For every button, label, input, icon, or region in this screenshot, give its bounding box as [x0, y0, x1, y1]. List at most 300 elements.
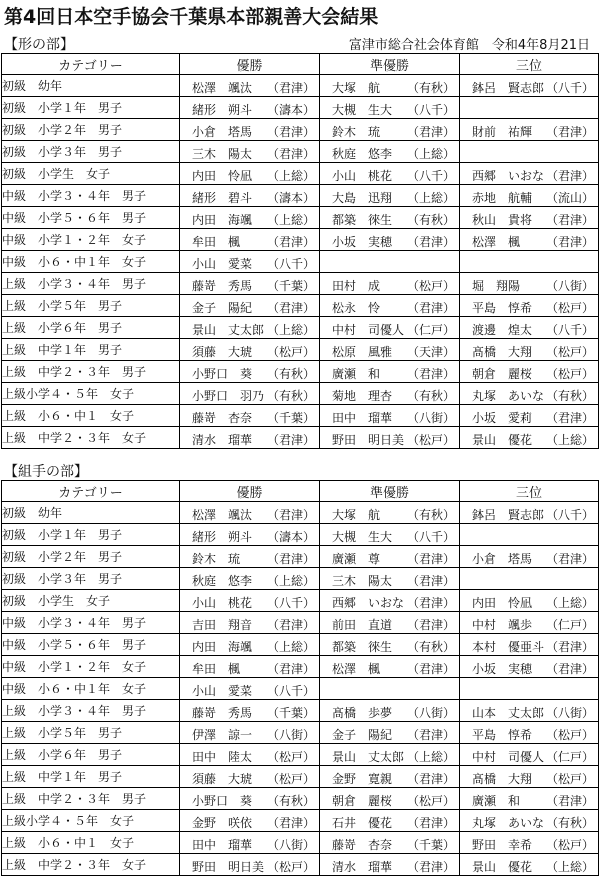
gold-name: 景山 丈太郎	[192, 323, 265, 337]
category-cell: 上級 小学６年 男子	[2, 744, 180, 766]
bronze-club: （仁戸）	[545, 750, 594, 764]
category-cell: 初級 小学２年 男子	[2, 119, 180, 141]
bronze-name: 廣瀬 和	[472, 794, 521, 808]
gold-cell	[180, 119, 320, 141]
gold-cell	[180, 229, 320, 251]
gold-name: 松澤 颯汰	[192, 508, 253, 522]
bronze-club: （君津）	[545, 552, 594, 566]
silver-cell	[320, 656, 460, 678]
bronze-club: （上総）	[545, 596, 594, 610]
silver-cell	[320, 273, 460, 295]
gold-cell	[180, 656, 320, 678]
category-cell: 上級 小学５年 男子	[2, 722, 180, 744]
gold-cell	[180, 339, 320, 361]
table-row	[2, 295, 599, 317]
gold-club: （君津）	[266, 81, 315, 95]
category-cell: 中級 小学５・６年 男子	[2, 634, 180, 656]
gold-club: （濤本）	[266, 191, 315, 205]
gold-name: 藤嵜 秀馬	[192, 706, 253, 720]
gold-cell	[180, 524, 320, 546]
gold-cell	[180, 295, 320, 317]
bronze-club: （君津）	[545, 794, 594, 808]
silver-name: 都築 徠生	[332, 213, 393, 227]
gold-cell	[180, 788, 320, 810]
category-cell: 初級 小学１年 男子	[2, 524, 180, 546]
silver-cell	[320, 832, 460, 854]
table-row	[2, 568, 599, 590]
header-bronze: 三位	[460, 54, 599, 75]
bronze-name: 野田 幸希	[472, 838, 533, 852]
silver-name: 金子 陽紀	[332, 728, 393, 742]
category-cell: 初級 小学３年 男子	[2, 568, 180, 590]
silver-name: 石井 優花	[332, 816, 393, 830]
gold-club: （上総）	[266, 323, 315, 337]
bronze-name: 中村 颯歩	[472, 618, 533, 632]
silver-cell	[320, 810, 460, 832]
gold-club: （八街）	[266, 728, 315, 742]
category-cell: 中級 小学１・２年 女子	[2, 229, 180, 251]
silver-name: 西郷 いおな	[332, 596, 405, 610]
gold-club: （君津）	[266, 433, 315, 447]
silver-club: （君津）	[406, 816, 455, 830]
category-cell: 上級 中学２・３年 女子	[2, 427, 180, 449]
bronze-name: 平島 惇希	[472, 301, 533, 315]
silver-cell	[320, 788, 460, 810]
gold-club: （八千）	[266, 596, 315, 610]
silver-club: （君津）	[406, 860, 455, 874]
silver-name: 秋庭 悠李	[332, 147, 393, 161]
table-row	[2, 405, 599, 427]
silver-cell	[320, 678, 460, 700]
silver-cell	[320, 568, 460, 590]
table-row	[2, 502, 599, 524]
table-row	[2, 207, 599, 229]
silver-cell	[320, 361, 460, 383]
silver-club: （松戸）	[406, 279, 455, 293]
table-row	[2, 427, 599, 449]
table-row	[2, 656, 599, 678]
gold-name: 金子 陽紀	[192, 301, 253, 315]
bronze-name: 西郷 いおな	[472, 169, 545, 183]
silver-name: 小坂 実穂	[332, 235, 393, 249]
silver-name: 田中 瑠華	[332, 411, 393, 425]
gold-name: 藤嵜 秀馬	[192, 279, 253, 293]
silver-club: （君津）	[406, 596, 455, 610]
silver-name: 朝倉 麗桜	[332, 794, 393, 808]
silver-cell	[320, 634, 460, 656]
category-cell: 初級 小学生 女子	[2, 590, 180, 612]
category-cell: 初級 小学１年 男子	[2, 97, 180, 119]
table-row	[2, 75, 599, 97]
bronze-cell	[460, 656, 599, 678]
bronze-name: 髙橋 大翔	[472, 772, 533, 786]
bronze-club: （仁戸）	[545, 618, 594, 632]
silver-name: 三木 陽太	[332, 574, 393, 588]
silver-club: （有秋）	[406, 640, 455, 654]
silver-name: 廣瀬 和	[332, 367, 381, 381]
silver-cell	[320, 766, 460, 788]
bronze-name: 松澤 楓	[472, 235, 521, 249]
silver-club: （八千）	[406, 103, 455, 117]
gold-name: 小野口 葵	[192, 367, 253, 381]
bronze-cell	[460, 317, 599, 339]
gold-cell	[180, 810, 320, 832]
gold-name: 須藤 大琥	[192, 772, 253, 786]
bronze-cell	[460, 700, 599, 722]
gold-club: （八街）	[266, 838, 315, 852]
silver-name: 大塚 航	[332, 508, 381, 522]
gold-name: 小野口 葵	[192, 794, 253, 808]
gold-name: 清水 瑠華	[192, 433, 253, 447]
bronze-cell	[460, 97, 599, 119]
bronze-club: （八千）	[545, 508, 594, 522]
bronze-name: 秋山 貴将	[472, 213, 533, 227]
venue-date: 富津市総合社会体育館 令和4年8月21日	[348, 38, 590, 53]
silver-club: （上総）	[406, 750, 455, 764]
gold-club: （上総）	[266, 169, 315, 183]
gold-name: 吉田 翔音	[192, 618, 253, 632]
gold-cell	[180, 97, 320, 119]
silver-name: 大島 迅翔	[332, 191, 393, 205]
table-row	[2, 524, 599, 546]
category-cell: 上級 中学２・３年 女子	[2, 854, 180, 876]
bronze-cell	[460, 427, 599, 449]
bronze-club: （君津）	[545, 169, 594, 183]
bronze-cell	[460, 854, 599, 876]
silver-name: 大槻 生大	[332, 530, 393, 544]
silver-cell	[320, 524, 460, 546]
gold-club: （上総）	[266, 574, 315, 588]
gold-name: 田中 瑠華	[192, 838, 253, 852]
silver-name: 小山 桃花	[332, 169, 393, 183]
silver-cell	[320, 251, 460, 273]
table-row	[2, 722, 599, 744]
category-cell: 上級 小６・中１ 女子	[2, 405, 180, 427]
bronze-name: 堀 翔陽	[472, 279, 521, 293]
silver-name: 金野 寛親	[332, 772, 393, 786]
bronze-cell	[460, 722, 599, 744]
gold-club: （松戸）	[266, 750, 315, 764]
gold-name: 小山 愛菜	[192, 684, 253, 698]
bronze-cell	[460, 361, 599, 383]
silver-cell	[320, 229, 460, 251]
bronze-name: 内田 怜凪	[472, 596, 533, 610]
bronze-club: （上総）	[545, 433, 594, 447]
header-gold: 優勝	[180, 481, 320, 502]
gold-name: 緒形 朔斗	[192, 530, 253, 544]
silver-club: （君津）	[406, 618, 455, 632]
gold-club: （君津）	[266, 508, 315, 522]
gold-name: 秋庭 悠李	[192, 574, 253, 588]
gold-club: （有秋）	[266, 794, 315, 808]
header-category: カテゴリー	[2, 481, 180, 502]
page-title: 第4回日本空手協会千葉県本部親善大会結果	[4, 6, 379, 28]
gold-name: 鈴木 琉	[192, 552, 241, 566]
bronze-cell	[460, 141, 599, 163]
gold-cell	[180, 207, 320, 229]
bronze-club: （松戸）	[545, 838, 594, 852]
bronze-club: （君津）	[545, 213, 594, 227]
silver-club: （君津）	[406, 125, 455, 139]
bronze-cell	[460, 524, 599, 546]
bronze-cell	[460, 163, 599, 185]
bronze-club: （松戸）	[545, 367, 594, 381]
bronze-cell	[460, 788, 599, 810]
bronze-cell	[460, 568, 599, 590]
silver-name: 鈴木 琉	[332, 125, 381, 139]
header-silver: 準優勝	[320, 54, 460, 75]
gold-club: （君津）	[266, 147, 315, 161]
silver-name: 野田 明日美	[332, 433, 405, 447]
silver-name: 清水 瑠華	[332, 860, 393, 874]
bronze-cell	[460, 273, 599, 295]
silver-club: （八街）	[406, 706, 455, 720]
table-row	[2, 361, 599, 383]
silver-name: 藤嵜 杏奈	[332, 838, 393, 852]
bronze-cell	[460, 339, 599, 361]
silver-name: 廣瀬 尊	[332, 552, 381, 566]
bronze-club: （君津）	[545, 235, 594, 249]
bronze-name: 丸塚 あいな	[472, 816, 545, 830]
kumite-section-label: 【組手の部】	[4, 464, 88, 480]
silver-club: （君津）	[406, 662, 455, 676]
silver-cell	[320, 612, 460, 634]
bronze-cell	[460, 612, 599, 634]
bronze-cell	[460, 678, 599, 700]
bronze-cell	[460, 207, 599, 229]
category-cell: 上級 小６・中１ 女子	[2, 832, 180, 854]
bronze-name: 小坂 愛莉	[472, 411, 533, 425]
silver-cell	[320, 339, 460, 361]
silver-cell	[320, 185, 460, 207]
table-row	[2, 590, 599, 612]
silver-club: （有秋）	[406, 389, 455, 403]
silver-cell	[320, 405, 460, 427]
gold-name: 伊澤 諒一	[192, 728, 253, 742]
table-row	[2, 119, 599, 141]
table-row	[2, 634, 599, 656]
gold-cell	[180, 568, 320, 590]
silver-club: （君津）	[406, 367, 455, 381]
kumite-results-table	[1, 480, 599, 876]
category-cell: 上級 小学３・４年 男子	[2, 273, 180, 295]
bronze-cell	[460, 502, 599, 524]
gold-cell	[180, 251, 320, 273]
gold-cell	[180, 185, 320, 207]
category-cell: 初級 小学生 女子	[2, 163, 180, 185]
bronze-club: （松戸）	[545, 301, 594, 315]
silver-club: （仁戸）	[406, 323, 455, 337]
gold-name: 内田 海颯	[192, 640, 253, 654]
gold-club: （君津）	[266, 618, 315, 632]
bronze-club: （松戸）	[545, 345, 594, 359]
table-row	[2, 832, 599, 854]
table-row	[2, 700, 599, 722]
bronze-name: 渡邊 煌太	[472, 323, 533, 337]
gold-cell	[180, 612, 320, 634]
gold-cell	[180, 744, 320, 766]
silver-name: 田村 成	[332, 279, 381, 293]
category-cell: 上級 中学１年 男子	[2, 766, 180, 788]
gold-cell	[180, 634, 320, 656]
gold-club: （八千）	[266, 257, 315, 271]
gold-cell	[180, 141, 320, 163]
category-cell: 上級 小学６年 男子	[2, 317, 180, 339]
silver-club: （君津）	[406, 574, 455, 588]
category-cell: 中級 小６・中１年 女子	[2, 678, 180, 700]
silver-club: （八街）	[406, 411, 455, 425]
gold-club: （上総）	[266, 213, 315, 227]
silver-club: （君津）	[406, 235, 455, 249]
bronze-cell	[460, 590, 599, 612]
gold-cell	[180, 766, 320, 788]
gold-club: （君津）	[266, 301, 315, 315]
bronze-name: 山本 丈太郎	[472, 706, 545, 720]
silver-cell	[320, 97, 460, 119]
silver-cell	[320, 141, 460, 163]
gold-cell	[180, 854, 320, 876]
bronze-club: （八街）	[545, 279, 594, 293]
category-cell: 上級 小学５年 男子	[2, 295, 180, 317]
table-row	[2, 97, 599, 119]
silver-cell	[320, 295, 460, 317]
table-row	[2, 744, 599, 766]
category-cell: 中級 小学３・４年 男子	[2, 185, 180, 207]
gold-name: 小野口 羽乃	[192, 389, 265, 403]
bronze-name: 鉢呂 賢志郎	[472, 508, 545, 522]
bronze-cell	[460, 75, 599, 97]
gold-club: （八千）	[266, 684, 315, 698]
category-cell: 上級 中学１年 男子	[2, 339, 180, 361]
gold-club: （松戸）	[266, 345, 315, 359]
bronze-name: 小坂 実穂	[472, 662, 533, 676]
silver-name: 松原 風雅	[332, 345, 393, 359]
header-gold: 優勝	[180, 54, 320, 75]
gold-cell	[180, 427, 320, 449]
gold-cell	[180, 590, 320, 612]
silver-cell	[320, 317, 460, 339]
silver-club: （松戸）	[406, 433, 455, 447]
silver-cell	[320, 744, 460, 766]
gold-cell	[180, 678, 320, 700]
bronze-name: 景山 優花	[472, 433, 533, 447]
silver-name: 髙橋 歩夢	[332, 706, 393, 720]
gold-club: （千葉）	[266, 706, 315, 720]
bronze-cell	[460, 546, 599, 568]
gold-name: 小山 桃花	[192, 596, 253, 610]
category-cell: 初級 幼年	[2, 75, 180, 97]
silver-cell	[320, 427, 460, 449]
gold-club: （君津）	[266, 816, 315, 830]
silver-club: （天津）	[406, 345, 455, 359]
table-header-row	[2, 481, 599, 502]
gold-club: （君津）	[266, 662, 315, 676]
gold-club: （君津）	[266, 235, 315, 249]
gold-name: 藤嵜 杏奈	[192, 411, 253, 425]
table-row	[2, 612, 599, 634]
category-cell: 上級 中学２・３年 男子	[2, 361, 180, 383]
category-cell: 上級 中学２・３年 男子	[2, 788, 180, 810]
bronze-cell	[460, 810, 599, 832]
bronze-cell	[460, 405, 599, 427]
gold-name: 緒形 朔斗	[192, 103, 253, 117]
silver-club: （上総）	[406, 147, 455, 161]
gold-club: （松戸）	[266, 772, 315, 786]
category-cell: 初級 小学２年 男子	[2, 546, 180, 568]
bronze-club: （君津）	[545, 125, 594, 139]
bronze-cell	[460, 229, 599, 251]
silver-name: 中村 司優人	[332, 323, 405, 337]
silver-club: （八千）	[406, 169, 455, 183]
table-row	[2, 339, 599, 361]
gold-cell	[180, 273, 320, 295]
header-bronze: 三位	[460, 481, 599, 502]
gold-club: （有秋）	[266, 367, 315, 381]
category-cell: 上級小学４・５年 女子	[2, 810, 180, 832]
table-row	[2, 766, 599, 788]
silver-name: 菊地 理杏	[332, 389, 393, 403]
gold-cell	[180, 700, 320, 722]
gold-club: （松戸）	[266, 860, 315, 874]
bronze-club: （君津）	[545, 411, 594, 425]
bronze-cell	[460, 832, 599, 854]
table-row	[2, 141, 599, 163]
bronze-cell	[460, 295, 599, 317]
gold-cell	[180, 722, 320, 744]
bronze-name: 本村 優亜斗	[472, 640, 545, 654]
silver-name: 景山 丈太郎	[332, 750, 405, 764]
gold-cell	[180, 317, 320, 339]
silver-cell	[320, 383, 460, 405]
gold-name: 三木 陽太	[192, 147, 253, 161]
kata-results-table	[1, 53, 599, 449]
bronze-name: 丸塚 あいな	[472, 389, 545, 403]
table-row	[2, 185, 599, 207]
silver-club: （上総）	[406, 191, 455, 205]
silver-name: 大槻 生大	[332, 103, 393, 117]
silver-cell	[320, 502, 460, 524]
gold-cell	[180, 832, 320, 854]
silver-cell	[320, 722, 460, 744]
gold-club: （千葉）	[266, 411, 315, 425]
silver-cell	[320, 75, 460, 97]
kata-section-label: 【形の部】	[4, 37, 74, 53]
gold-name: 緒形 碧斗	[192, 191, 253, 205]
table-row	[2, 678, 599, 700]
category-cell: 初級 小学３年 男子	[2, 141, 180, 163]
bronze-cell	[460, 383, 599, 405]
gold-name: 内田 海颯	[192, 213, 253, 227]
bronze-name: 小倉 塔馬	[472, 552, 533, 566]
category-cell: 上級小学４・５年 女子	[2, 383, 180, 405]
silver-club: （有秋）	[406, 213, 455, 227]
bronze-cell	[460, 744, 599, 766]
bronze-club: （八千）	[545, 81, 594, 95]
bronze-cell	[460, 251, 599, 273]
bronze-name: 中村 司優人	[472, 750, 545, 764]
silver-cell	[320, 854, 460, 876]
gold-cell	[180, 405, 320, 427]
gold-cell	[180, 163, 320, 185]
silver-cell	[320, 119, 460, 141]
silver-cell	[320, 590, 460, 612]
bronze-club: （有秋）	[545, 816, 594, 830]
category-cell: 中級 小６・中１年 女子	[2, 251, 180, 273]
silver-name: 前田 直道	[332, 618, 393, 632]
table-row	[2, 788, 599, 810]
silver-club: （有秋）	[406, 508, 455, 522]
gold-name: 松澤 颯汰	[192, 81, 253, 95]
